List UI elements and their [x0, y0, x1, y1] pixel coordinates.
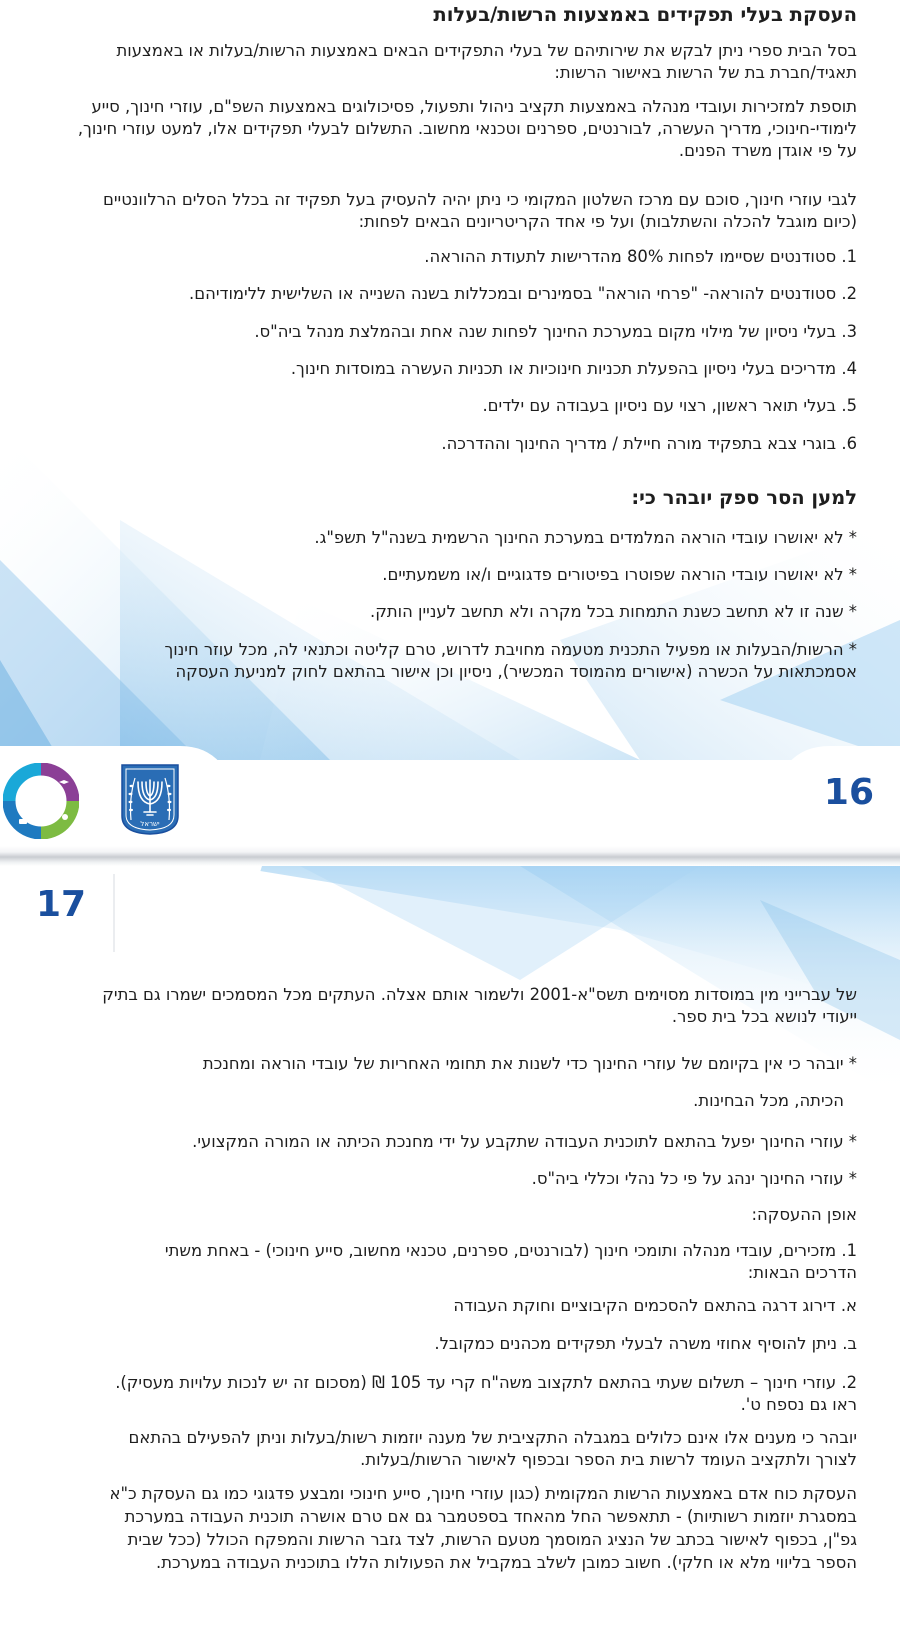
page16-assistants-intro: לגבי עוזרי חינוך, סוכם עם מרכז השלטון המקומי כי ניתן יהיה להעסיק בעל תפקיד זה בכלל הסלים הרלוונטיים (כיום מוגבל להכלה והשתלבות) ועל פי אחד הקריטריונים הבאים לפחות: [103, 190, 857, 231]
note-item: * עוזרי החינוך ינהג על פי כל נהלי וכללי ביה"ס. [531, 1169, 857, 1188]
option-a: א. דירוג דרגה בהתאם להסכמים הקיבוציים וחוקת העבודה [453, 1296, 857, 1315]
criteria-item: 3. בעלי ניסיון של מילוי מקום במערכת החינוך לפחות שנה אחת ובהמלצת מנהל ביה"ס. [254, 322, 857, 341]
page-number-17: 17 [36, 884, 87, 925]
note-item: * יובהר כי אין בקיומם של עוזרי החינוך כדי לשנות את תחומי האחריות של עובדי הוראה ומחנכת [202, 1054, 857, 1073]
criteria-item: 4. מדריכים בעלי ניסיון בהפעלת תכניות חינוכיות או תכניות העשרה במוסדות חינוך. [290, 359, 857, 378]
clarification-item: * לא יאושרו עובדי הוראה שפוטרו בפיטורים פדגוגיים ו/או משמעתיים. [382, 565, 857, 584]
page-number-16: 16 [823, 772, 874, 813]
page16-intro: בסל הבית ספרי ניתן לבקש את שירותיהם של בעלי התפקידים הבאים באמצעות הרשות/בעלות או באמצעות תאגיד/חברת בת של הרשות באישור הרשות: [116, 41, 857, 82]
ministry-logo-icon [3, 763, 79, 839]
budget-note: יובהר כי מענים אלו אינם כלולים במגבלה התקציבית של מענה יוזמות רשות/בעלות וניתן להפעילם בהתאם לצורך ולתקציב העומד לרשות בית הספר ובכפוף לאישור הרשות/בעלות. [128, 1428, 857, 1469]
page17-header-band [0, 866, 900, 960]
employment-option-2: 2. עוזרי חינוך – תשלום שעתי בהתאם לתקצוב משה"ח קרי עד 105 ₪ (מסכום זה יש לנכות עלויות מעסיק). ראו גם נספח ט'. [115, 1373, 857, 1414]
note-item: * עוזרי החינוך יפעל בהתאם לתוכנית העבודה שתקבע על ידי מחנכת הכיתה או המורה המקצועי. [192, 1132, 857, 1151]
clarification-item: * שנה זו לא תחשב כשנת התמחות בכל מקרה ולא תחשב לעניין הותק. [370, 602, 857, 621]
criteria-item: 5. בעלי תואר ראשון, רצוי עם ניסיון בעבודה עם ילדים. [482, 396, 857, 415]
option-b: ב. ניתן להוסיף אחוזי משרה לבעלי תפקידים מכהנים כמקובל. [434, 1334, 857, 1353]
page16-title: העסקת בעלי תפקידים באמצעות הרשות/בעלות [433, 3, 857, 26]
clarification-item: * לא יאושרו עובדי הוראה המלמדים במערכת החינוך הרשמית בשנה"ל תשפ"ג. [314, 528, 857, 547]
emblem-label: ישראל [140, 820, 160, 828]
final-paragraph: העסקת כוח אדם באמצעות הרשות המקומית (כגון עוזרי חינוך, סייע חינוכי ומבצע פדגוגי כמו גם העסקת כ"א במסגרת יוזמות רשותיות) - תתאפשר החל מהאחד בספטמבר גם אם טרם אושרה תוכנית העבודה במערכת גפ"ן, בכפוף לאישור בכתב של הנציג המוסמך מטעם הרשות, לצד גזבר הרשות והמפקח הכולל (ככל שבית הספר בליווי מלא או חלקי). חשוב כמובן לשלב במקביל את הפעולות הללו בתוכנית העבודה במערכת. [109, 1484, 857, 1572]
clarify-heading: למען הסר ספק יובהר כי: [631, 486, 857, 509]
criteria-item: 6. בוגרי צבא בתפקיד מורה חיילת / מדריך החינוך וההדרכה. [441, 434, 857, 453]
criteria-item: 2. סטודנטים להוראה- "פרחי הוראה" בסמינרים ובמכללות בשנה השנייה או השלישית ללימודיהם. [189, 284, 857, 303]
clarification-item: * הרשות/הבעלות או מפעיל התכנית מטעמה מחויבת לדרוש, טרם קליטה וכתנאי לה, מכל עוזר חינוך אסמכתאות על הכשרה (אישורים מהמוסד המכשיר), ניסיון וכן אישור בהתאם לחוק למניעת העסקה [164, 640, 857, 681]
page17-continuation: של עברייני מין במוסדות מסוימים תשס"א-2001 ולשמור אותם אצלה. העתקים מכל המסמכים ישמרו גם בתיק ייעודי לנושא בכל בית ספר. [102, 985, 857, 1026]
employment-option-1: 1. מזכירים, עובדי מנהלה ותומכי חינוך (לבורנטים, ספרנים, טכנאי מחשוב, סייע חינוכי) - באחת משתי הדרכים הבאות: [164, 1241, 857, 1282]
state-emblem-icon [119, 762, 181, 836]
page16-addition: תוספת למזכירות ועובדי מנהלה באמצעות תקציב ניהול ותפעול, פסיכולוגים באמצעות השפ"ם, עוזרי חינוך, סייע לימודי-חינוכי, מדריך העשרה, לבורנטים, ספרנים וטכנאי מחשוב. התשלום לבעלי תפקידים אלו, למעט עוזרי חינוך, על פי אוגדן משרד הפנים. [77, 97, 857, 160]
note-item: הכיתה, מכל הבחינות. [693, 1091, 844, 1110]
page-divider [0, 846, 900, 866]
employment-heading: אופן ההעסקה: [751, 1205, 857, 1224]
criteria-item: 1. סטודנטים שסיימו לפחות 80% מהדרישות לתעודת ההוראה. [424, 247, 857, 266]
